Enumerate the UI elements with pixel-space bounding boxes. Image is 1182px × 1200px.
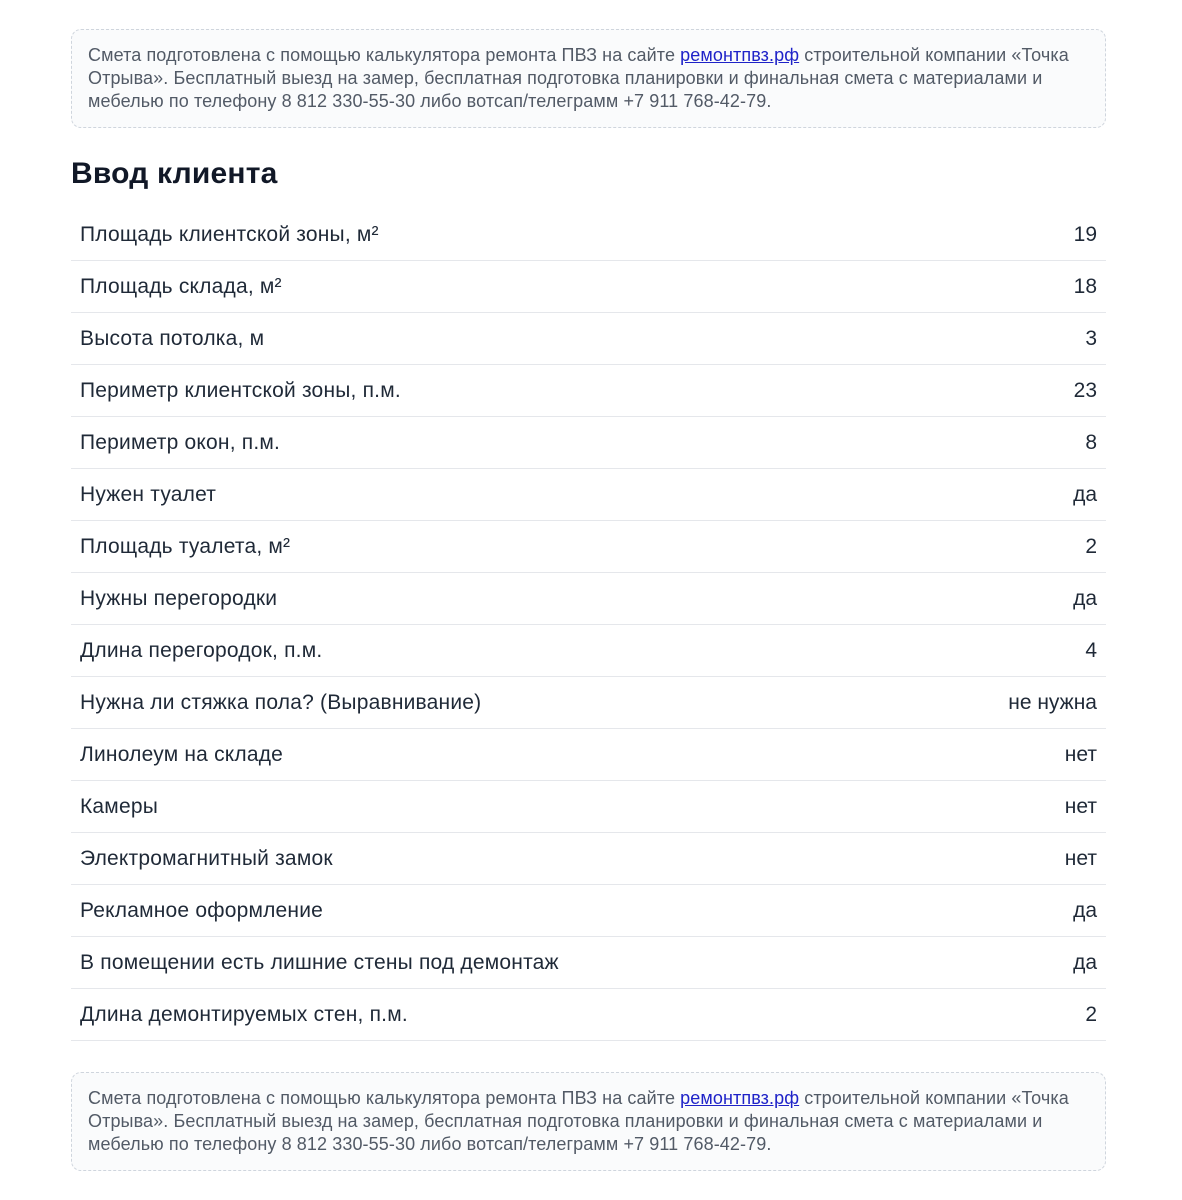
table-row: [71, 469, 1106, 521]
row-value: да: [1073, 950, 1097, 974]
row-value: 18: [1073, 274, 1097, 298]
row-value: 3: [1085, 326, 1097, 350]
row-value: да: [1073, 586, 1097, 610]
row-value: не нужна: [1008, 690, 1097, 714]
row-label: Площадь туалета, м²: [80, 534, 291, 558]
row-label: В помещении есть лишние стены под демонтаж: [80, 950, 559, 974]
row-label: Нужны перегородки: [80, 586, 278, 610]
table-row: [71, 209, 1106, 261]
section-title: Ввод клиента: [71, 157, 278, 190]
table-row: [71, 573, 1106, 625]
row-label: Периметр окон, п.м.: [80, 430, 281, 454]
table-row: [71, 937, 1106, 989]
row-label: Рекламное оформление: [80, 898, 324, 922]
row-value: 2: [1085, 1002, 1097, 1026]
row-value: 4: [1085, 638, 1097, 662]
row-label: Камеры: [80, 794, 159, 818]
table-row: [71, 521, 1106, 573]
table-row: [71, 729, 1106, 781]
row-label: Площадь склада, м²: [80, 274, 282, 298]
row-value: 19: [1073, 222, 1097, 246]
site-link[interactable]: ремонтпвз.рф: [680, 1088, 800, 1108]
table-row: [71, 781, 1106, 833]
row-value: нет: [1064, 794, 1097, 818]
site-link[interactable]: ремонтпвз.рф: [680, 45, 800, 65]
row-value: нет: [1064, 846, 1097, 870]
row-label: Нужен туалет: [80, 482, 217, 506]
row-value: да: [1073, 898, 1097, 922]
row-value: 23: [1073, 378, 1097, 402]
note-text-end: строительной компании «Точка Отрыва». Бесплатный выезд на замер, бесплатная подготовка планировки и финальная смета с материалами и мебелью по телефону 8 812 330-55-30 либо вотсап/телеграмм +7 911 768-42-79.: [88, 45, 1069, 111]
row-label: Высота потолка, м: [80, 326, 265, 350]
row-label: Длина демонтируемых стен, п.м.: [80, 1002, 408, 1026]
table-row: [71, 625, 1106, 677]
row-label: Электромагнитный замок: [80, 846, 333, 870]
note-text-start: Смета подготовлена с помощью калькулятора ремонта ПВЗ на сайте: [88, 45, 681, 65]
row-label: Периметр клиентской зоны, п.м.: [80, 378, 401, 402]
row-value: 8: [1085, 430, 1097, 454]
note-text-start: Смета подготовлена с помощью калькулятора ремонта ПВЗ на сайте: [88, 1088, 681, 1108]
row-label: Нужна ли стяжка пола? (Выравнивание): [80, 690, 482, 714]
table-row: [71, 677, 1106, 729]
note-text-end: строительной компании «Точка Отрыва». Бесплатный выезд на замер, бесплатная подготовка планировки и финальная смета с материалами и мебелью по телефону 8 812 330-55-30 либо вотсап/телеграмм +7 911 768-42-79.: [88, 1088, 1069, 1154]
table-row: [71, 885, 1106, 937]
row-label: Линолеум на складе: [80, 742, 284, 766]
row-value: нет: [1064, 742, 1097, 766]
table-row: [71, 989, 1106, 1041]
table-row: [71, 313, 1106, 365]
client-input-table: [71, 209, 1106, 1041]
table-row: [71, 365, 1106, 417]
table-row: [71, 833, 1106, 885]
estimate-note-bottom: [71, 1072, 1106, 1171]
row-label: Площадь клиентской зоны, м²: [80, 222, 379, 246]
table-row: [71, 417, 1106, 469]
row-value: да: [1073, 482, 1097, 506]
table-row: [71, 261, 1106, 313]
estimate-note-top: [71, 29, 1106, 128]
row-label: Длина перегородок, п.м.: [80, 638, 323, 662]
row-value: 2: [1085, 534, 1097, 558]
